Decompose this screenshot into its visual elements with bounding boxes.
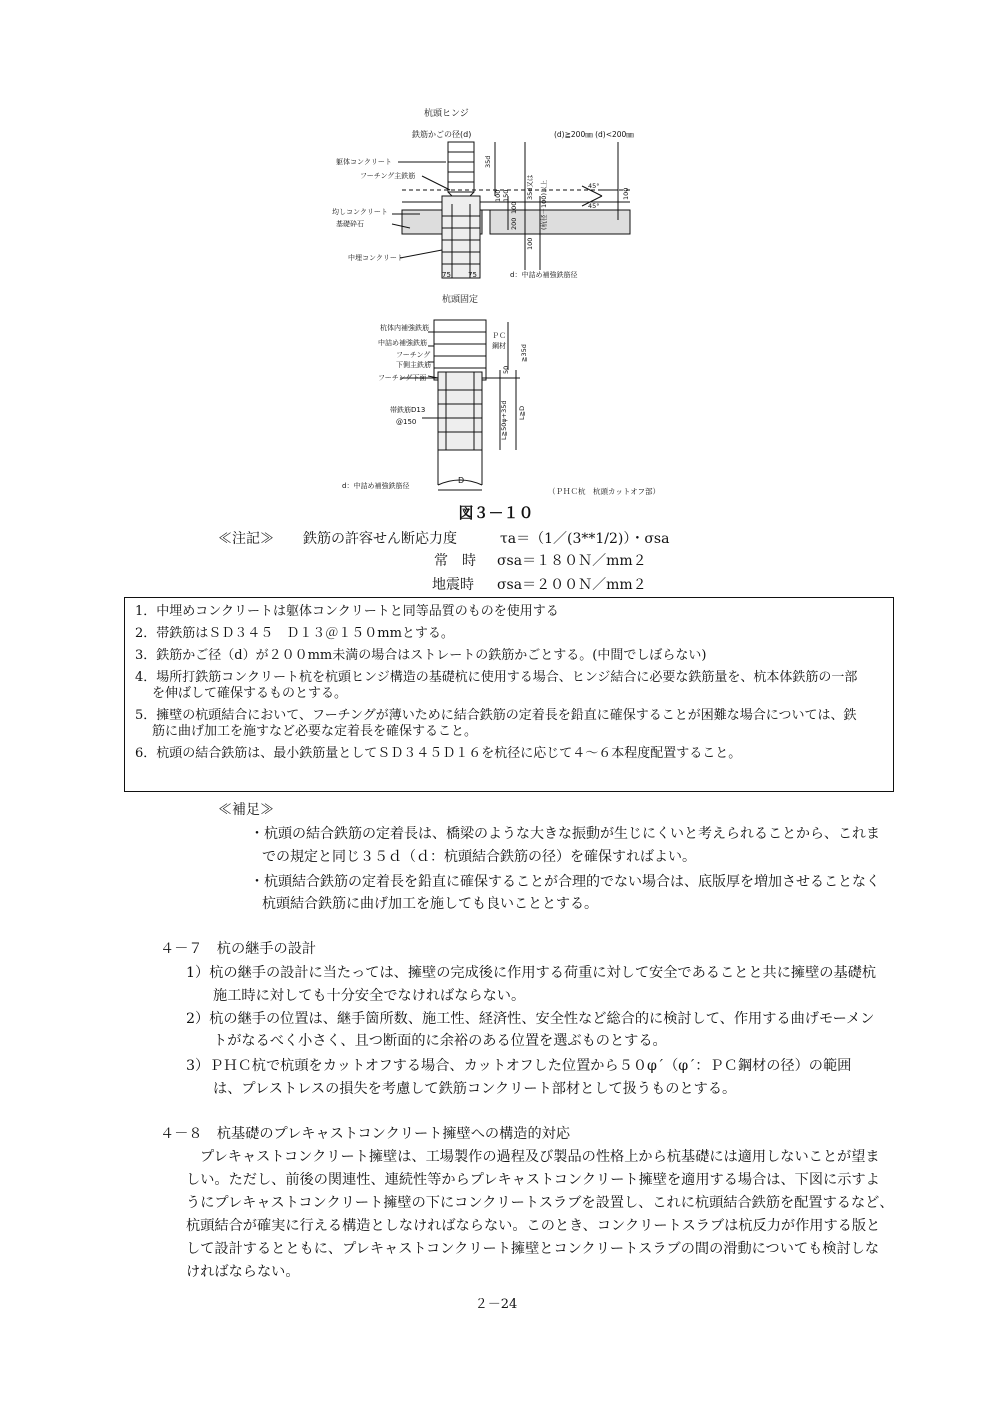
cage-label: 鉄筋かごの径(d) <box>412 130 472 139</box>
supplement-b1-l2: での規定と同じ３５ｄ（ｄ：杭頭結合鉄筋の径）を確保すればよい。 <box>262 849 696 865</box>
d-note: d：中詰め補強鉄筋径 <box>510 271 578 279</box>
normal-label: 常 時 <box>434 553 476 569</box>
dim-50: 50 <box>502 365 510 374</box>
dim-pile-minus: (杭径－100)以上 <box>540 180 548 230</box>
supplement-label: ≪補足≫ <box>218 802 274 818</box>
pc-steel-label1: ＰＣ <box>492 332 506 340</box>
sec48-p5: して設計するとともに、プレキャストコンクリート擁壁とコンクリートスラブの間の滑動についても検討しな <box>186 1241 880 1257</box>
dim-100d: 100 <box>622 187 630 200</box>
note-label: ≪注記≫ <box>218 531 274 547</box>
note-formula: τa＝（1／(3**1/2)）・σsa <box>500 531 670 547</box>
sec48-p6: ければならない。 <box>186 1264 300 1280</box>
sec47-i3-l2: は、プレストレスの損失を考慮して鉄筋コンクリート部材として扱うものとする。 <box>213 1081 737 1097</box>
box-item: 1．中埋めコンクリートは躯体コンクリートと同等品質のものを使用する <box>135 604 559 619</box>
box-item: 6．杭頭の結合鉄筋は、最小鉄筋量としてＳＤ３４５Ｄ１６を杭径に応じて４～６本程度配置すること。 <box>135 746 742 761</box>
dim-l-d: L≧D <box>518 405 526 420</box>
dim-35d-or: 35d又は <box>526 174 534 200</box>
leveling-label: 均しコンクリート <box>332 208 388 216</box>
sec47-i2-l2: トがなるべく小さく、且つ断面的に余裕のある位置を選ぶものとする。 <box>213 1033 667 1049</box>
fill-rebar-label: 中詰め補強鉄筋 <box>378 339 427 347</box>
box-item: 3．鉄筋かご径（d）が２００mm未満の場合はストレートの鉄筋かごとする。(中間でしぼらない) <box>135 648 707 663</box>
phc-caption: （ＰＨＣ杭 杭頭カットオフ部） <box>548 487 660 496</box>
dim-l-50phi: L≧50φ+35d <box>500 400 508 440</box>
quake-label: 地震時 <box>432 577 474 593</box>
dim-45b: 45° <box>588 202 600 210</box>
page-number: ２－24 <box>474 1297 518 1312</box>
d-conditions: (d)≧200㎜ (d)<200㎜ <box>554 130 634 139</box>
notes-box <box>124 597 894 792</box>
d-note-fixed: d：中詰め補強鉄筋径 <box>342 482 410 490</box>
sec47-heading: ４－７ 杭の継手の設計 <box>160 941 317 957</box>
dim-75a: 75 <box>442 271 451 279</box>
supplement-b2-l1: ・杭頭結合鉄筋の定着長を鉛直に確保することが合理的でない場合は、底版厚を増加させることなく <box>250 874 880 890</box>
sec48-p2: しい。ただし、前後の関連性、連続性等からプレキャストコンクリート擁壁を適用する場合は、下図に示すよ <box>186 1172 880 1188</box>
base-gravel-label: 基礎砕石 <box>336 220 364 228</box>
sec48-p4: 杭頭結合が確実に行える構造としなければならない。このとき、コンクリートスラブは杭反力が作用する版と <box>186 1218 881 1234</box>
box-item: 2．帯鉄筋はＳＤ３４５ Ｄ１３＠１５０mmとする。 <box>135 626 454 641</box>
dim-100a: 100 <box>494 189 502 202</box>
sec48-heading: ４－８ 杭基礎のプレキャストコンクリート擁壁への構造的対応 <box>160 1126 571 1142</box>
box-item: 4．場所打鉄筋コンクリート杭を杭頭ヒンジ構造の基礎杭に使用する場合、ヒンジ結合に必要な鉄筋量を、杭本体鉄筋の一部 を伸ばして確保するものとする。 <box>135 670 858 701</box>
pile-head-diagram <box>330 100 710 500</box>
sec48-p3: うにプレキャストコンクリート擁壁の下にコンクリートスラブを設置し、これに杭頭結合鉄筋を配置するなど、 <box>186 1195 894 1211</box>
footing-main-label: フーチング主鉄筋 <box>360 172 416 180</box>
body-concrete-label: 躯体コンクリート <box>336 158 392 166</box>
dim-35d-fixed: ≧35d <box>520 344 528 362</box>
d-dimension-label: D <box>458 476 465 485</box>
figure-title: 図３－１０ <box>458 504 534 522</box>
sec47-i3-l1: 3）ＰＨＣ杭で杭頭をカットオフする場合、カットオフした位置から５０φ´（φ´：ＰＣ鋼材の径）の範囲 <box>186 1058 852 1074</box>
pile-rebar-label: 杭体内補強鉄筋 <box>380 324 429 332</box>
hoop-pitch-label: @150 <box>396 418 417 426</box>
fixed-title: 杭頭固定 <box>442 295 479 305</box>
dim-35d: 35d <box>484 155 492 168</box>
footing-lower-label2: 下側主鉄筋 <box>396 361 431 369</box>
sec48-p1: プレキャストコンクリート擁壁は、工場製作の過程及び製品の性格上から杭基礎には適用しないことが望ま <box>200 1149 880 1165</box>
note-text: 鉄筋の許容せん断応力度 <box>303 531 457 547</box>
footing-bottom-label: フーチング下面 <box>378 374 427 382</box>
box-item: 5．擁壁の杭頭結合において、フーチングが薄いために結合鉄筋の定着長を鉛直に確保することが困難な場合については、鉄 筋に曲げ加工を施すなど必要な定着長を確保すること。 <box>135 708 857 739</box>
dim-200: 200 <box>510 217 518 230</box>
normal-value: σsa＝１８０Ｎ／mm２ <box>497 553 647 569</box>
quake-value: σsa＝２００Ｎ／mm２ <box>497 577 647 593</box>
hoop-label: 帯鉄筋D13 <box>390 406 426 414</box>
supplement-b1-l1: ・杭頭の結合鉄筋の定着長は、橋梁のような大きな振動が生じにくいと考えられることから、これま <box>250 826 880 842</box>
dim-100b: 100 <box>510 201 518 214</box>
filler-label: 中埋コンクリート <box>348 254 404 262</box>
hinge-title: 杭頭ヒンジ <box>424 109 469 119</box>
dim-75b: 75 <box>468 271 477 279</box>
dim-45a: 45° <box>588 182 600 190</box>
pc-steel-label2: 鋼材 <box>492 342 506 350</box>
pile-head-figure <box>330 100 710 500</box>
dim-100c: 100 <box>526 237 534 250</box>
sec47-i1-l1: 1）杭の継手の設計に当たっては、擁壁の完成後に作用する荷重に対して安全であることと共に擁壁の基礎杭 <box>186 965 877 981</box>
supplement-b2-l2: 杭頭結合鉄筋に曲げ加工を施しても良いこととする。 <box>262 896 598 912</box>
dim-150: 150 <box>502 189 510 202</box>
sec47-i1-l2: 施工時に対しても十分安全でなければならない。 <box>213 988 526 1004</box>
footing-lower-label1: フーチング <box>396 351 431 359</box>
sec47-i2-l1: 2）杭の継手の位置は、継手箇所数、施工性、経済性、安全性など総合的に検討して、作用する曲げモーメン <box>186 1011 875 1027</box>
